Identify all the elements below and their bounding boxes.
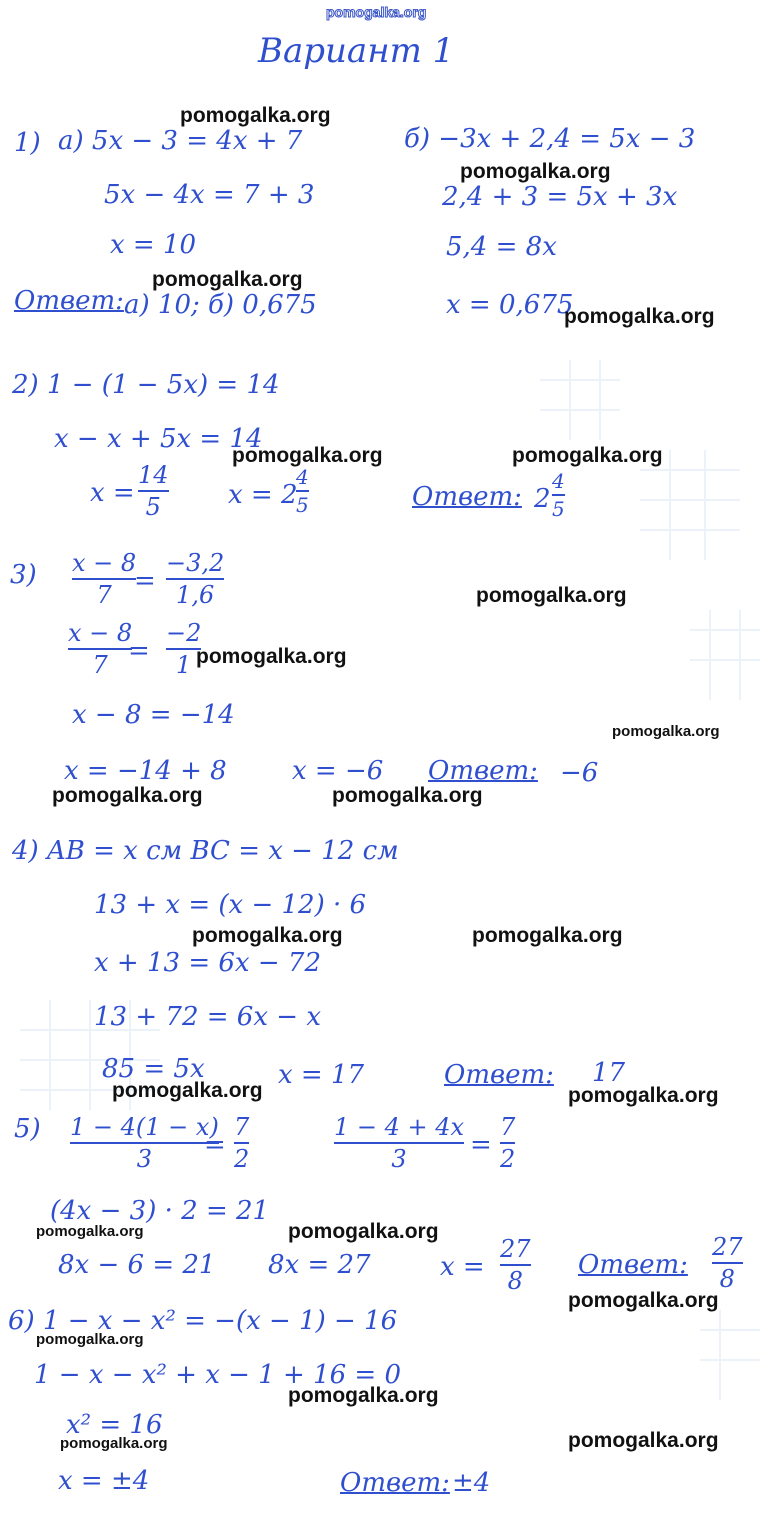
task6-line3: x² = 16: [66, 1410, 163, 1440]
task5-fraction4: [500, 1114, 515, 1172]
task5-answer-num: 27: [712, 1233, 743, 1261]
task2-answer-whole: 2: [534, 484, 551, 514]
task5-answer-den: 8: [719, 1265, 735, 1293]
task2-answer-den: 5: [552, 497, 565, 521]
task4-answer: 17: [592, 1058, 626, 1088]
task4-line4: 13 + 72 = 6x − x: [94, 1002, 321, 1032]
task5-f3-num: 1 − 4 + 4x: [334, 1113, 465, 1141]
task5-eq1: =: [204, 1130, 226, 1160]
watermark: pomogalka.org: [612, 723, 720, 740]
task5-line2: (4x − 3) · 2 = 21: [50, 1196, 270, 1226]
task4-answer-label: Ответ:: [444, 1060, 554, 1090]
task2-line1: 2) 1 − (1 − 5x) = 14: [12, 370, 280, 400]
task3-answer-label: Ответ:: [428, 756, 538, 786]
task2-x-eq2: x = 2: [228, 480, 298, 510]
task5-f1-den: 3: [136, 1145, 153, 1173]
task2-mixed-fraction: [296, 466, 309, 516]
task5-line3: 8x − 6 = 21: [58, 1250, 216, 1280]
task1b-line3: 5,4 = 8x: [446, 232, 557, 262]
task5-eq2: =: [470, 1130, 492, 1160]
watermark: pomogalka.org: [196, 645, 347, 668]
task4-line5: 85 = 5x: [102, 1054, 205, 1084]
task2-x-eq: x =: [90, 478, 135, 508]
task3-fraction2: [166, 550, 224, 608]
task3-f3-den: 7: [92, 651, 108, 679]
task3-f2-den: 1,6: [176, 581, 215, 609]
task3-fraction1: [72, 550, 136, 608]
task3-line4b: x = −6: [292, 756, 384, 786]
task2-line2: x − x + 5x = 14: [54, 424, 263, 454]
fraction-bar: [166, 578, 224, 580]
task3-f1-num: x − 8: [72, 549, 137, 577]
fraction-bar: [70, 1142, 219, 1144]
task1b-line1: б) −3x + 2,4 = 5x − 3: [404, 124, 696, 154]
task3-eq1: =: [134, 566, 156, 596]
fraction-bar: [72, 578, 136, 580]
task6-line1: 6) 1 − x − x² = −(x − 1) − 16: [8, 1306, 398, 1336]
watermark-top: pomogalka.org: [326, 4, 427, 20]
task1b-line2: 2,4 + 3 = 5x + 3x: [442, 182, 678, 212]
watermark: pomogalka.org: [476, 584, 627, 607]
watermark: pomogalka.org: [332, 784, 483, 807]
watermark: pomogalka.org: [568, 1084, 719, 1107]
task6-answer: ±4: [452, 1468, 491, 1498]
task5-fraction5: [500, 1236, 531, 1294]
watermark: pomogalka.org: [152, 268, 303, 291]
fraction-bar: [334, 1142, 464, 1144]
watermark: pomogalka.org: [36, 1331, 144, 1348]
task5-answer-fraction: [712, 1234, 743, 1292]
watermark: pomogalka.org: [232, 444, 383, 467]
fraction-bar: [500, 1264, 531, 1266]
task4-line1: 4) AB = x см BC = x − 12 см: [12, 836, 399, 866]
task3-f4-den: 1: [176, 651, 192, 679]
task5-f4-den: 2: [500, 1145, 516, 1173]
task2-fraction: [138, 462, 169, 520]
task1-answer: а) 10; б) 0,675: [124, 290, 317, 320]
task5-f2-den: 2: [234, 1145, 250, 1173]
task3-fraction3: [68, 620, 132, 678]
task2-fraction-den: 5: [145, 493, 161, 521]
task1-number: 1): [14, 128, 41, 158]
task3-f4-num: −2: [166, 619, 202, 647]
task2-mixed-den: 5: [296, 493, 309, 517]
watermark: pomogalka.org: [472, 924, 623, 947]
task1a-line2: 5x − 4x = 7 + 3: [104, 180, 315, 210]
watermark: pomogalka.org: [568, 1289, 719, 1312]
task5-f5-num: 27: [500, 1235, 531, 1263]
task1a-line1: а) 5x − 3 = 4x + 7: [58, 126, 303, 156]
task5-number: 5): [14, 1114, 41, 1144]
task4-line5b: x = 17: [278, 1060, 365, 1090]
task6-line2: 1 − x − x² + x − 1 + 16 = 0: [34, 1360, 402, 1390]
task5-fraction2: [234, 1114, 249, 1172]
task6-line4: x = ±4: [58, 1466, 150, 1496]
task6-answer-label: Ответ:: [340, 1468, 450, 1498]
task3-number: 3): [10, 560, 37, 590]
watermark: pomogalka.org: [180, 104, 331, 127]
task5-fraction3: [334, 1114, 464, 1172]
watermark: pomogalka.org: [112, 1079, 263, 1102]
task5-f4-num: 7: [500, 1113, 516, 1141]
task2-mixed-num: 4: [296, 465, 309, 489]
task3-f1-den: 7: [96, 581, 112, 609]
task5-f2-num: 7: [234, 1113, 250, 1141]
task3-f2-num: −3,2: [166, 549, 225, 577]
watermark: pomogalka.org: [36, 1223, 144, 1240]
watermark: pomogalka.org: [192, 924, 343, 947]
task3-line3: x − 8 = −14: [72, 700, 235, 730]
task1a-line3: x = 10: [110, 230, 197, 260]
watermark: pomogalka.org: [512, 444, 663, 467]
fraction-bar: [500, 1142, 515, 1144]
watermark: pomogalka.org: [288, 1384, 439, 1407]
task2-answer-fraction: [552, 470, 565, 520]
fraction-bar: [712, 1262, 743, 1264]
task5-f3-den: 3: [391, 1145, 407, 1173]
task3-f3-num: x − 8: [68, 619, 133, 647]
watermark: pomogalka.org: [564, 305, 715, 328]
fraction-bar: [296, 490, 309, 492]
task5-f5-den: 8: [507, 1267, 523, 1295]
task2-answer-label: Ответ:: [412, 482, 522, 512]
task2-fraction-num: 14: [138, 461, 169, 489]
task1-answer-label: Ответ:: [14, 286, 124, 316]
watermark: pomogalka.org: [460, 160, 611, 183]
page-title: Вариант 1: [258, 31, 455, 71]
watermark: pomogalka.org: [60, 1435, 168, 1452]
watermark: pomogalka.org: [568, 1429, 719, 1452]
task3-line4: x = −14 + 8: [64, 756, 227, 786]
fraction-bar: [68, 648, 132, 650]
fraction-bar: [234, 1142, 249, 1144]
task1b-line4: x = 0,675: [446, 290, 574, 320]
task5-x-eq: x =: [440, 1252, 485, 1282]
task3-eq2: =: [128, 636, 150, 666]
fraction-bar: [138, 490, 169, 492]
task2-answer-num: 4: [552, 469, 565, 493]
task4-line3: x + 13 = 6x − 72: [94, 948, 321, 978]
task4-line2: 13 + x = (x − 12) · 6: [94, 890, 367, 920]
watermark: pomogalka.org: [288, 1220, 439, 1243]
task5-answer-label: Ответ:: [578, 1250, 688, 1280]
task5-f1-num: 1 − 4(1 − x): [70, 1113, 219, 1141]
fraction-bar: [552, 494, 565, 496]
watermark: pomogalka.org: [52, 784, 203, 807]
task5-line3b: 8x = 27: [268, 1250, 371, 1280]
task3-answer: −6: [560, 758, 599, 788]
task5-fraction1: [70, 1114, 219, 1172]
